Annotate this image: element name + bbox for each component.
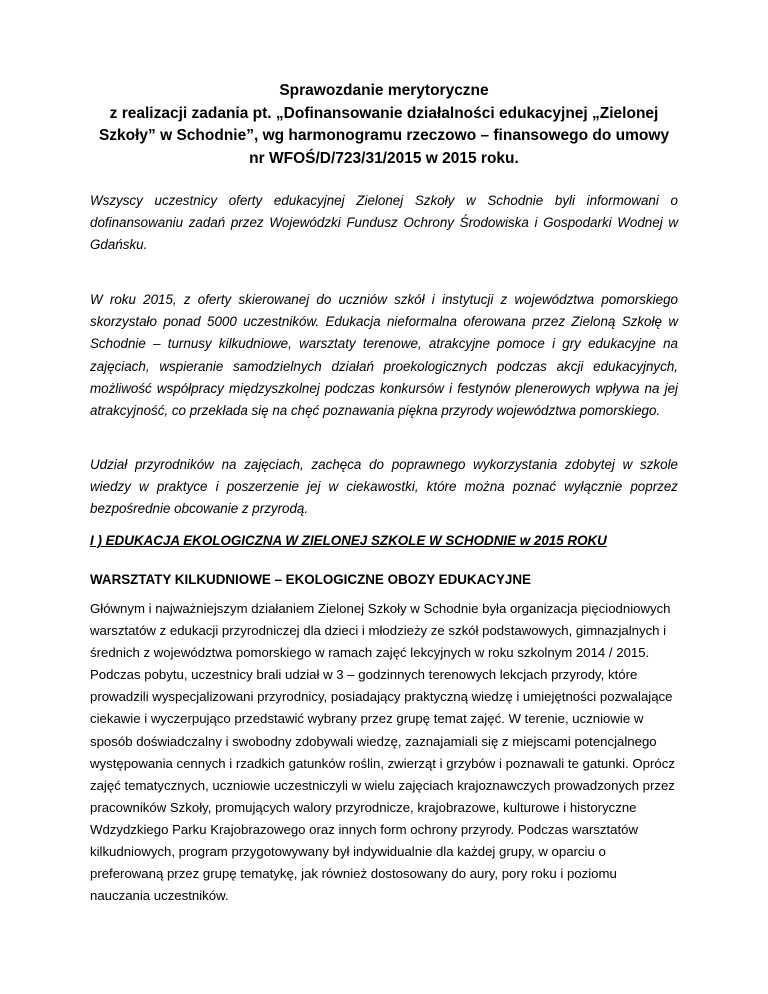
intro-paragraph-naturalists: Udział przyrodników na zajęciach, zachęca do poprawnego wykorzystania zdobytej w szkole wiedzy w praktyce i poszerzenie jej w ciekawostki, które można poznać wyłącznie poprzez bezpośrednie obcowanie z przyrodą. [90, 457, 678, 517]
title-line-4: nr WFOŚ/D/723/31/2015 w 2015 roku. [249, 149, 519, 167]
title-line-1: Sprawozdanie merytoryczne [279, 82, 489, 99]
title-line-3: Szkoły” w Schodnie”, wg harmonogramu rzeczowo – finansowego do umowy [98, 127, 670, 144]
section-heading: I ) EDUKACJA EKOLOGICZNA W ZIELONEJ SZKOLE W SCHODNIE w 2015 ROKU [90, 533, 607, 548]
title-line-2: z realizacji zadania pt. „Dofinansowanie działalności edukacyjnej „Zielonej [109, 104, 659, 122]
intro-paragraph-funding: Wszyscy uczestnicy oferty edukacyjnej Zielonej Szkoły w Schodnie byli informowani o dofinansowaniu zadań przez Wojewódzki Fundusz Ochrony Środowiska i Gospodarki Wodnej w Gdańsku. [90, 193, 678, 253]
body-paragraph-workshops: Głównym i najważniejszym działaniem Zielonej Szkoły w Schodnie była organizacja pięciodniowych warsztatów z edukacji przyrodniczej dla dzieci i młodzieży ze szkół podstawowych, gimnazjalnych i średnich z województwa pomorskiego w ramach zajęć lekcyjnych w roku szkolnym 2014 / 2015. Podczas pobytu, uczestnicy brali udział w 3 – godzinnych terenowych lekcjach przyrody, które prowadzili wyspecjalizowani przyrodnicy, posiadający praktyczną wiedzę i umiejętności pozwalające ciekawie i wyczerpująco przedstawić wybrany przez grupę temat zajęć. W terenie, uczniowie w sposób doświadczalny i swobodny zdobywali wiedzę, zaznajamiali się z miejscami potencjalnego występowania cennych i rzadkich gatunków roślin, zwierząt i grzybów i poznawali te gatunki. Oprócz zajęć tematycznych, uczniowie uczestniczyli w wielu zajęciach krajoznawczych prowadzonych przez pracowników Szkoły, promujących walory przyrodnicze, krajobrazowe, kulturowe i historyczne Wdzydzkiego Parku Krajobrazowego oraz innych form ochrony przyrody. Podczas warsztatów kilkudniowych, program przygotowywany był indywidualnie dla każdej grupy, w oparciu o preferowaną przez grupę tematykę, jak również dostosowany do aury, pory roku i poziomu nauczania uczestników. [90, 601, 675, 904]
intro-paragraph-participants: W roku 2015, z oferty skierowanej do uczniów szkół i instytucji z województwa pomorskiego skorzystało ponad 5000 uczestników. Edukacja nieformalna oferowana przez Zieloną Szkołę w Schodnie – turnusy kilkudniowe, warsztaty terenowe, atrakcyjne pomoce i gry edukacyjne na zajęciach, wspieranie samodzielnych działań proekologicznych podczas akcji edukacyjnych, możliwość współpracy międzyszkolnej podczas konkursów i festynów plenerowych wpływa na jej atrakcyjność, co przekłada się na chęć poznawania piękna przyrody województwa pomorskiego. [90, 292, 678, 419]
sub-heading: WARSZTATY KILKUDNIOWE – EKOLOGICZNE OBOZY EDUKACYJNE [90, 572, 531, 587]
document-title [90, 80, 678, 170]
